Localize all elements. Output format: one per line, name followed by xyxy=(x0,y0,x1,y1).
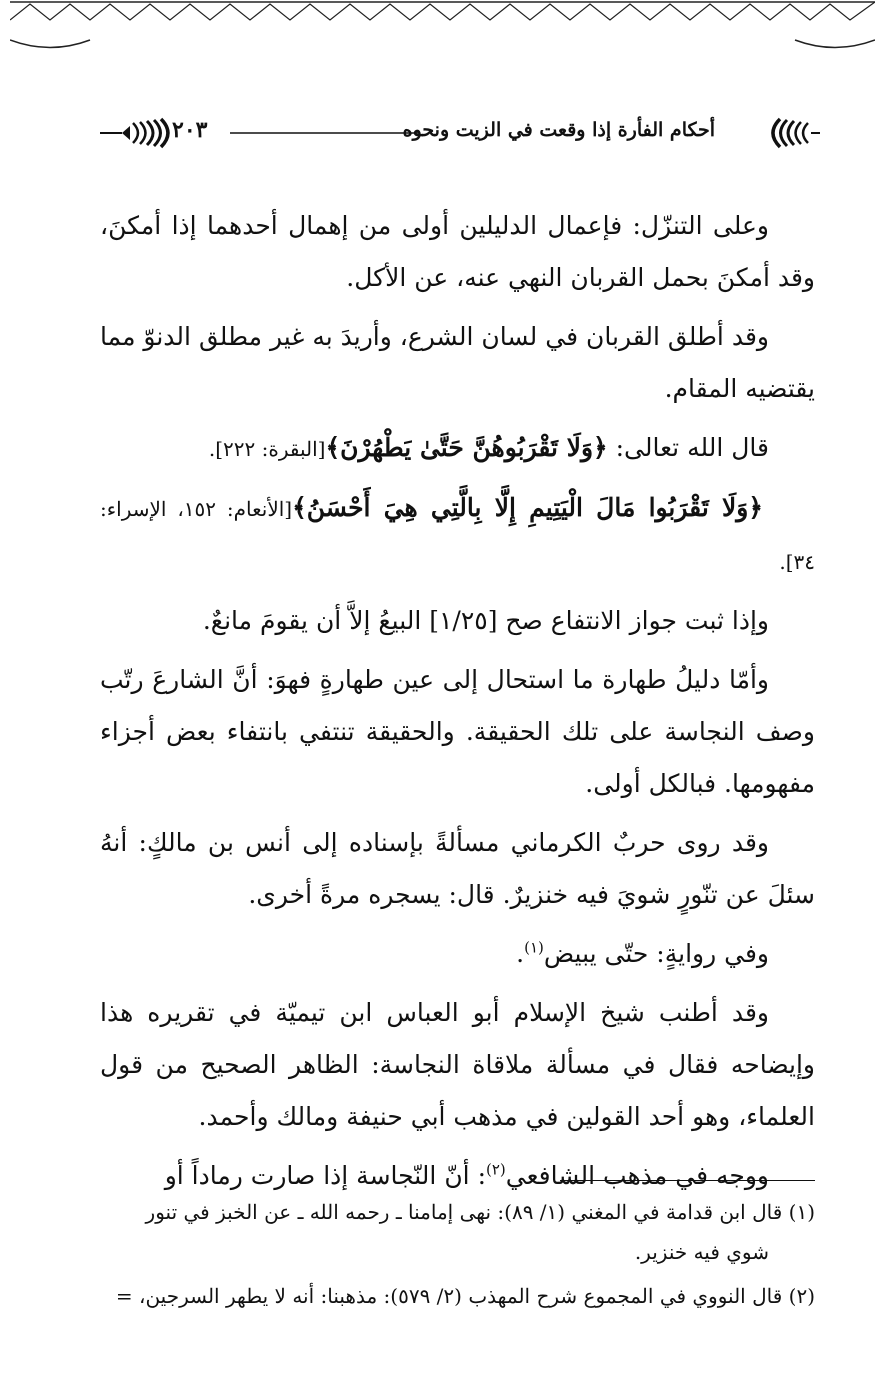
running-title: أحكام الفأرة إذا وقعت في الزيت ونحوه xyxy=(402,119,715,141)
footnote-marker[interactable]: (٢) xyxy=(486,1160,506,1179)
quran-verse: ﴿وَلَا تَقْرَبُوا مَالَ الْيَتِيمِ إِلَّا بِالَّتِي هِيَ أَحْسَنُ﴾ xyxy=(292,493,763,522)
footnote-separator xyxy=(560,1180,815,1181)
top-ornament xyxy=(10,0,875,60)
paragraph-text: وفي روايةٍ: حتّى يبيض xyxy=(543,939,769,968)
footnote: (٢) قال النووي في المجموع شرح المهذب (٢/ ٥٧٩): مذهبنا: أنه لا يطهر السرجين، = xyxy=(115,1284,815,1308)
verse-intro: قال الله تعالى: xyxy=(607,433,769,462)
paragraph: وأمّا دليلُ طهارة ما استحال إلى عين طهارةٍ فهوَ: أنَّ الشارعَ رتّب وصف النجاسة على تلك الحقيقة. والحقيقة تنتفي بانتفاء بعض أجزاء مفهومها. فبالكل أولى. xyxy=(100,665,815,798)
page-number: ٢٠٣ xyxy=(172,117,208,143)
running-header xyxy=(100,115,820,155)
footnotes xyxy=(100,1192,815,1320)
paragraph-text: ووجه في مذهب الشافعي xyxy=(505,1161,769,1190)
footnote-marker[interactable]: (١) xyxy=(524,938,544,957)
verse-paragraph xyxy=(100,422,815,475)
footnote xyxy=(100,1192,815,1272)
footnote-line: (١) قال ابن قدامة في المغني (١/ ٨٩): نهى إمامنا ـ رحمه الله ـ عن الخبز في تنور xyxy=(145,1200,815,1224)
paragraph-text: : أنّ النّجاسة إذا صارت رماداً أو xyxy=(164,1161,486,1190)
footnote-line: شوي فيه خنزير. xyxy=(634,1240,769,1264)
paragraph: وقد أطلق القربان في لسان الشرع، وأريدَ به غير مطلق الدنوّ مما يقتضيه المقام. xyxy=(100,322,815,403)
paragraph: وإذا ثبت جواز الانتفاع صح [١/٢٥] البيعُ إلاَّ أن يقومَ مانعٌ. xyxy=(202,606,769,635)
verse-paragraph xyxy=(100,482,815,588)
paragraph: وقد أطنب شيخ الإسلام أبو العباس ابن تيميّة في تقريره هذا وإيضاحه فقال في مسألة ملاقاة النجاسة: الظاهر الصحيح من قول العلماء، وهو أحد القولين في مذهب أبي حنيفة ومالك وأحمد. xyxy=(100,998,815,1131)
quran-verse: ﴿وَلَا تَقْرَبُوهُنَّ حَتَّىٰ يَطْهُرْنَ﴾ xyxy=(325,433,608,462)
paragraph: وعلى التنزّل: فإعمال الدليلين أولى من إهمال أحدهما إذا أمكنَ، وقد أمكنَ بحمل القربان النهي عنه، عن الأكل. xyxy=(100,211,815,292)
paragraph: وقد روى حربٌ الكرماني مسألةً بإسناده إلى أنس بن مالكٍ: أنهُ سئلَ عن تنّورٍ شويَ فيه خنزيرٌ. قال: يسجره مرةً أخرى. xyxy=(100,828,815,909)
paragraph-text: . xyxy=(516,939,525,968)
main-text xyxy=(100,200,815,1209)
verse-reference: [الأنعام: ١٥٢، الإسراء: ٣٤]. xyxy=(100,497,815,574)
paragraph xyxy=(100,928,815,980)
verse-reference: [البقرة: ٢٢٢]. xyxy=(208,437,326,461)
